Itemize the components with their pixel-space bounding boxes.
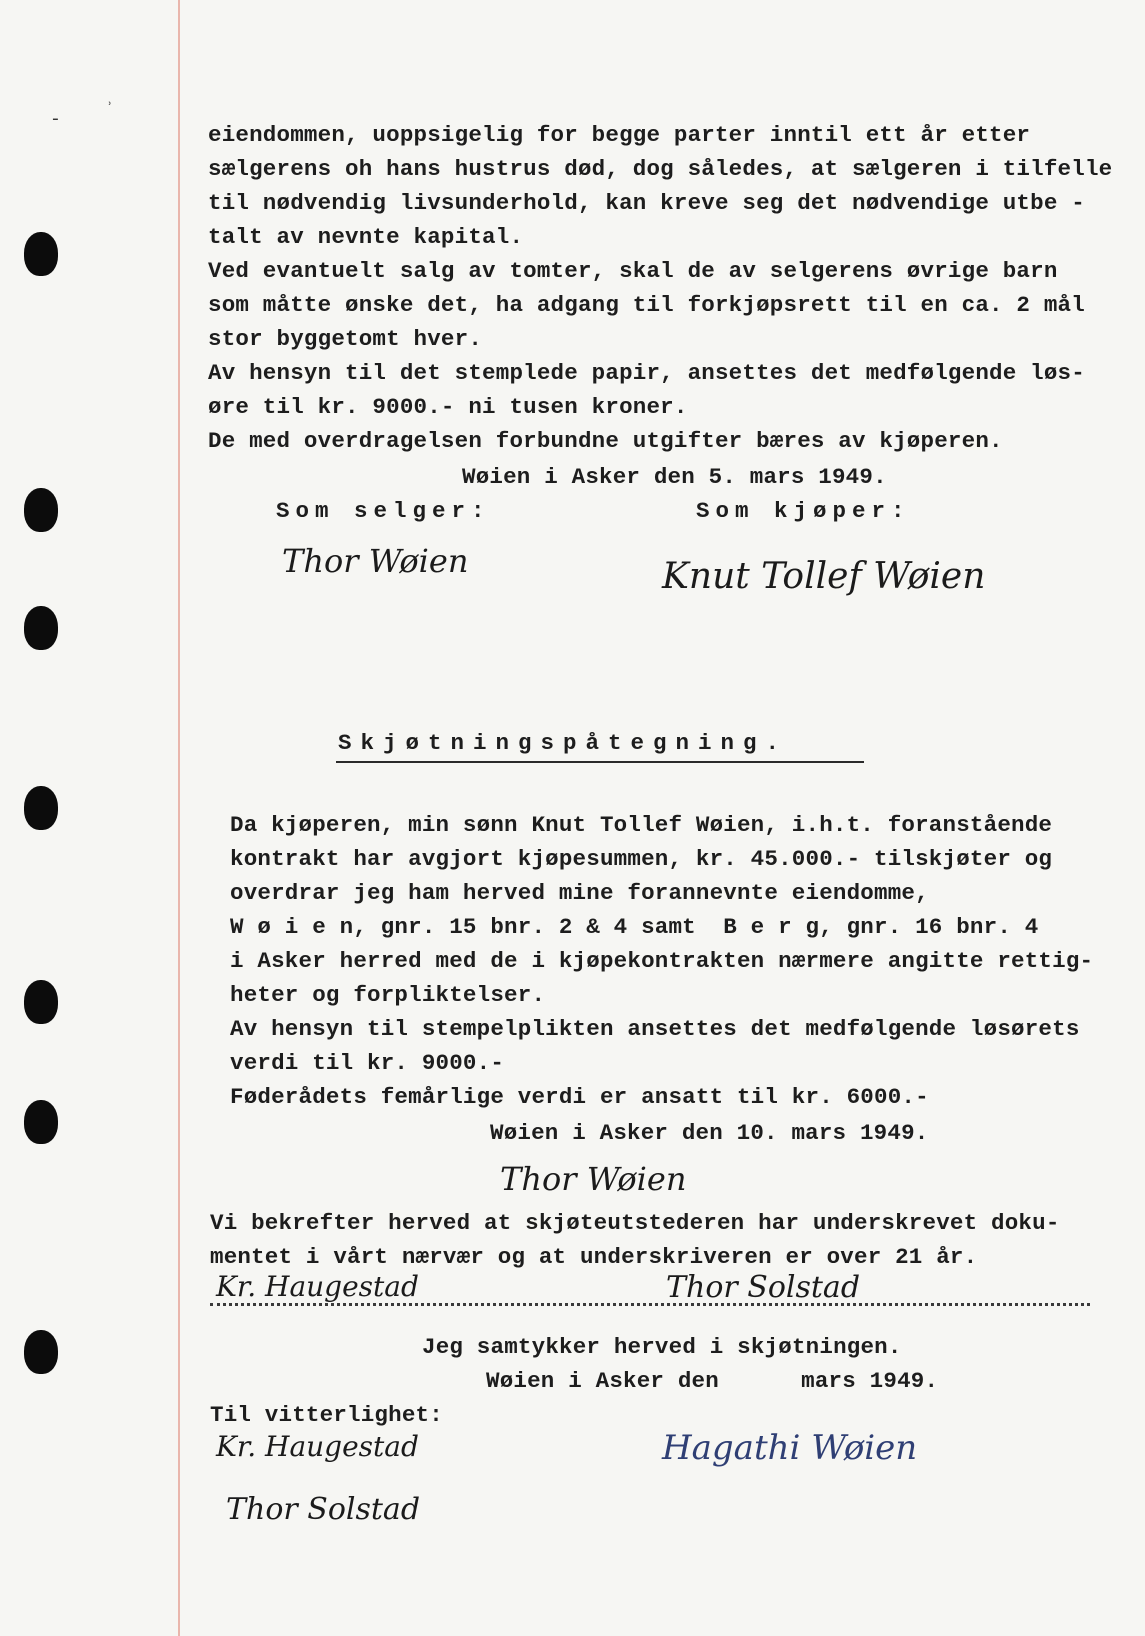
seller-signature: Thor Wøien <box>282 542 469 580</box>
punch-hole <box>24 232 58 276</box>
buyer-signature: Knut Tollef Wøien <box>662 556 986 597</box>
text-line: eiendommen, uoppsigelig for begge parter inntil ett år etter <box>208 122 1031 148</box>
text-line: Vi bekrefter herved at skjøteutstederen har underskrevet doku- <box>210 1210 1060 1236</box>
text-line: Av hensyn til det stemplede papir, ansettes det medfølgende løs- <box>208 360 1085 386</box>
text-line: kontrakt har avgjort kjøpesummen, kr. 45.000.- tilskjøter og <box>230 846 1053 872</box>
consent-text: Jeg samtykker herved i skjøtningen. <box>422 1334 902 1360</box>
witness-signature: Kr. Haugestad <box>216 1430 419 1463</box>
witness-label: Til vitterlighet: <box>210 1402 443 1428</box>
transferor-signature: Thor Wøien <box>500 1160 687 1198</box>
text-line: Ved evantuelt salg av tomter, skal de av selgerens øvrige barn <box>208 258 1058 284</box>
witness-signature: Thor Solstad <box>226 1492 421 1527</box>
text-line: De med overdragelsen forbundne utgifter bæres av kjøperen. <box>208 428 1003 454</box>
margin-mark: - <box>50 110 61 130</box>
witness-signature: Kr. Haugestad <box>216 1270 419 1303</box>
punch-hole <box>24 1330 58 1374</box>
place-date: Wøien i Asker den 10. mars 1949. <box>490 1120 929 1146</box>
seller-label: Som selger: <box>276 498 491 524</box>
punch-hole <box>24 488 58 532</box>
text-line: mentet i vårt nærvær og at underskriveren er over 21 år. <box>210 1244 978 1270</box>
text-line: W ø i e n, gnr. 15 bnr. 2 & 4 samt B e r g, gnr. 16 bnr. 4 <box>230 914 1039 940</box>
place-date: Wøien i Asker den 5. mars 1949. <box>462 464 887 490</box>
text-line: overdrar jeg ham herved mine forannevnte eiendomme, <box>230 880 929 906</box>
punch-hole <box>24 606 58 650</box>
text-line: talt av nevnte kapital. <box>208 224 524 250</box>
text-line: verdi til kr. 9000.- <box>230 1050 505 1076</box>
spouse-signature: Hagathi Wøien <box>662 1428 918 1468</box>
text-line: heter og forpliktelser. <box>230 982 546 1008</box>
text-line: til nødvendig livsunderhold, kan kreve seg det nødvendige utbe - <box>208 190 1085 216</box>
margin-mark: ˒ <box>104 92 115 112</box>
text-line: Føderådets femårlige verdi er ansatt til kr. 6000.- <box>230 1084 929 1110</box>
witness-signature: Thor Solstad <box>666 1270 861 1305</box>
punch-hole <box>24 786 58 830</box>
text-line: stor byggetomt hver. <box>208 326 483 352</box>
signature-dotted-line <box>210 1303 1090 1306</box>
place-date: Wøien i Asker den mars 1949. <box>486 1368 939 1394</box>
heading-underline <box>336 761 864 763</box>
buyer-label: Som kjøper: <box>696 498 911 524</box>
text-line: Da kjøperen, min sønn Knut Tollef Wøien, i.h.t. foranstående <box>230 812 1053 838</box>
punch-hole <box>24 980 58 1024</box>
text-line: som måtte ønske det, ha adgang til forkjøpsrett til en ca. 2 mål <box>208 292 1085 318</box>
punch-hole <box>24 1100 58 1144</box>
text-line: i Asker herred med de i kjøpekontrakten nærmere angitte rettig- <box>230 948 1094 974</box>
text-line: øre til kr. 9000.- ni tusen kroner. <box>208 394 688 420</box>
section-heading: Skjøtningspåtegning. <box>338 730 789 756</box>
text-line: sælgerens oh hans hustrus død, dog således, at sælgeren i tilfelle <box>208 156 1113 182</box>
margin-line <box>178 0 180 1636</box>
text-line: Av hensyn til stempelplikten ansettes det medfølgende løsørets <box>230 1016 1080 1042</box>
